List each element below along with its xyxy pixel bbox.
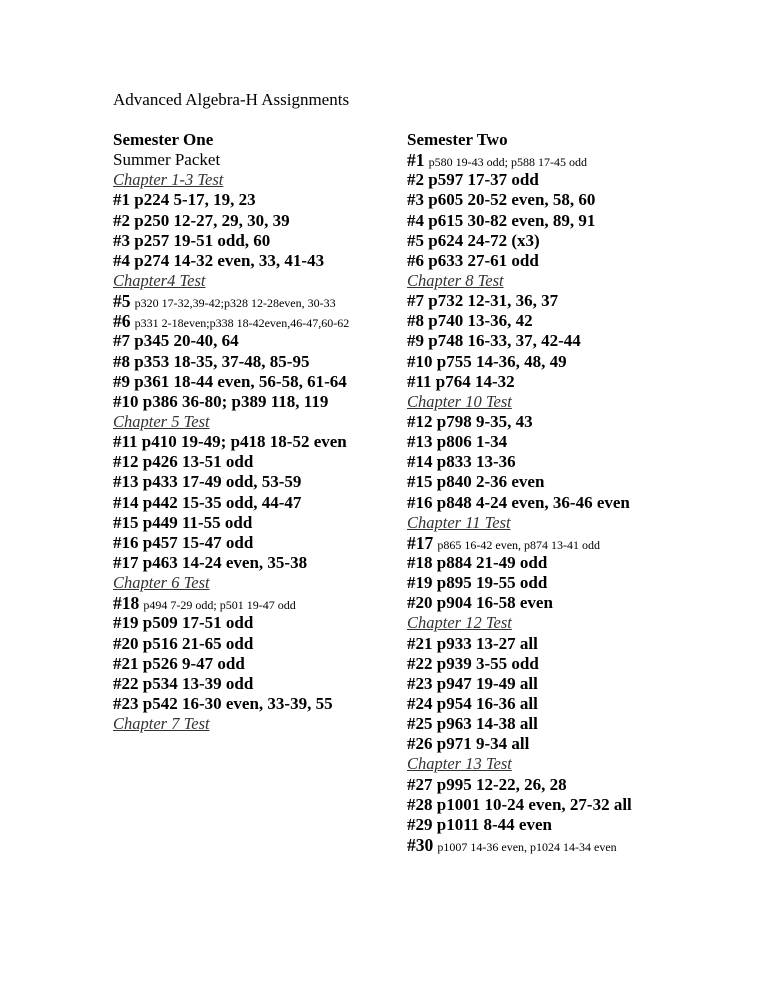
assignment-item: #24 p954 16-36 all bbox=[407, 693, 538, 713]
assignment-item: #1 p224 5-17, 19, 23 bbox=[113, 190, 256, 210]
assignment-pages: p494 7-29 odd; p501 19-47 odd bbox=[143, 598, 296, 613]
assignment-item: #16 p457 15-47 odd bbox=[113, 532, 254, 552]
assignment-item: #10 p386 36-80; p389 118, 119 bbox=[113, 391, 329, 411]
assignment-item: #3 p605 20-52 even, 58, 60 bbox=[407, 190, 596, 210]
assignment-item: #20 p516 21-65 odd bbox=[113, 633, 254, 653]
chapter-test-heading: Chapter 10 Test bbox=[407, 391, 512, 411]
assignment-item: #27 p995 12-22, 26, 28 bbox=[407, 774, 567, 794]
assignment-pages: p1007 14-36 even, p1024 14-34 even bbox=[437, 839, 617, 854]
assignment-item bbox=[407, 835, 632, 855]
assignment-item: #20 p904 16-58 even bbox=[407, 593, 553, 613]
assignment-item: #25 p963 14-38 all bbox=[407, 714, 538, 734]
chapter-test-heading: Chapter 8 Test bbox=[407, 270, 504, 290]
assignment-number: #6 bbox=[113, 311, 131, 332]
assignment-number: #17 bbox=[407, 532, 434, 553]
assignment-item: #21 p526 9-47 odd bbox=[113, 653, 245, 673]
assignment-item: #12 p798 9-35, 43 bbox=[407, 411, 533, 431]
assignment-item: #6 p633 27-61 odd bbox=[407, 250, 539, 270]
assignment-item: #9 p748 16-33, 37, 42-44 bbox=[407, 331, 581, 351]
assignment-pages: p320 17-32,39-42;p328 12-28even, 30-33 bbox=[134, 296, 336, 311]
assignment-item bbox=[407, 533, 632, 553]
assignment-item: #13 p433 17-49 odd, 53-59 bbox=[113, 472, 302, 492]
assignment-item: #15 p840 2-36 even bbox=[407, 472, 545, 492]
assignment-item: #28 p1001 10-24 even, 27-32 all bbox=[407, 794, 632, 814]
assignment-item: #12 p426 13-51 odd bbox=[113, 452, 254, 472]
assignment-item: #13 p806 1-34 bbox=[407, 432, 508, 452]
semester-two-column bbox=[407, 130, 632, 855]
assignment-item bbox=[113, 311, 349, 331]
assignment-item: #26 p971 9-34 all bbox=[407, 734, 530, 754]
assignment-item: #29 p1011 8-44 even bbox=[407, 814, 552, 834]
semester-one-column bbox=[113, 130, 349, 734]
assignment-item: #18 p884 21-49 odd bbox=[407, 552, 548, 572]
assignment-item: #23 p947 19-49 all bbox=[407, 673, 538, 693]
semester-two-heading: Semester Two bbox=[407, 130, 508, 149]
assignment-item: #11 p764 14-32 bbox=[407, 371, 515, 391]
chapter-test-heading: Chapter 11 Test bbox=[407, 512, 511, 532]
assignment-number: #5 bbox=[113, 291, 131, 312]
chapter-test-heading: Chapter 12 Test bbox=[407, 613, 512, 633]
assignment-pages: p331 2-18even;p338 18-42even,46-47,60-62 bbox=[134, 316, 350, 331]
assignment-item: #4 p274 14-32 even, 33, 41-43 bbox=[113, 250, 325, 270]
assignment-item: #22 p939 3-55 odd bbox=[407, 653, 539, 673]
assignment-number: #30 bbox=[407, 834, 434, 855]
semester-one-list bbox=[113, 150, 349, 734]
assignment-item: #4 p615 30-82 even, 89, 91 bbox=[407, 210, 596, 230]
assignment-item: #8 p740 13-36, 42 bbox=[407, 311, 533, 331]
assignment-item: #14 p833 13-36 bbox=[407, 452, 516, 472]
chapter-test-heading: Chapter 1-3 Test bbox=[113, 170, 224, 190]
assignment-item: #14 p442 15-35 odd, 44-47 bbox=[113, 492, 302, 512]
chapter-test-heading: Chapter 13 Test bbox=[407, 754, 512, 774]
assignment-item: #7 p345 20-40, 64 bbox=[113, 331, 239, 351]
assignment-item: #23 p542 16-30 even, 33-39, 55 bbox=[113, 693, 333, 713]
assignment-item bbox=[113, 291, 349, 311]
assignment-pages: p865 16-42 even, p874 13-41 odd bbox=[437, 537, 601, 552]
assignment-item: #15 p449 11-55 odd bbox=[113, 512, 253, 532]
assignment-item: #19 p895 19-55 odd bbox=[407, 573, 548, 593]
assignment-item: #17 p463 14-24 even, 35-38 bbox=[113, 552, 308, 572]
semester-one-heading: Semester One bbox=[113, 130, 214, 149]
assignment-item: #21 p933 13-27 all bbox=[407, 633, 538, 653]
assignment-item: #22 p534 13-39 odd bbox=[113, 673, 254, 693]
assignment-item: #5 p624 24-72 (x3) bbox=[407, 230, 540, 250]
assignment-item: #10 p755 14-36, 48, 49 bbox=[407, 351, 567, 371]
chapter-test-heading: Chapter 5 Test bbox=[113, 411, 210, 431]
assignment-item: #11 p410 19-49; p418 18-52 even bbox=[113, 432, 347, 452]
section-label: Summer Packet bbox=[113, 150, 221, 170]
assignment-item: #16 p848 4-24 even, 36-46 even bbox=[407, 492, 630, 512]
assignment-item: #9 p361 18-44 even, 56-58, 61-64 bbox=[113, 371, 347, 391]
assignment-item: #8 p353 18-35, 37-48, 85-95 bbox=[113, 351, 310, 371]
document-title: Advanced Algebra-H Assignments bbox=[113, 90, 350, 109]
assignment-pages: p580 19-43 odd; p588 17-45 odd bbox=[428, 155, 587, 170]
semester-two-list bbox=[407, 150, 632, 855]
chapter-test-heading: Chapter 7 Test bbox=[113, 714, 210, 734]
chapter-test-heading: Chapter4 Test bbox=[113, 270, 206, 290]
assignment-item bbox=[113, 593, 349, 613]
assignment-item: #3 p257 19-51 odd, 60 bbox=[113, 230, 271, 250]
assignment-number: #1 bbox=[407, 150, 425, 171]
assignment-item bbox=[407, 150, 632, 170]
assignment-number: #18 bbox=[113, 593, 140, 614]
assignment-item: #2 p597 17-37 odd bbox=[407, 170, 539, 190]
assignment-item: #19 p509 17-51 odd bbox=[113, 613, 254, 633]
assignment-item: #2 p250 12-27, 29, 30, 39 bbox=[113, 210, 290, 230]
chapter-test-heading: Chapter 6 Test bbox=[113, 573, 210, 593]
assignment-item: #7 p732 12-31, 36, 37 bbox=[407, 291, 559, 311]
